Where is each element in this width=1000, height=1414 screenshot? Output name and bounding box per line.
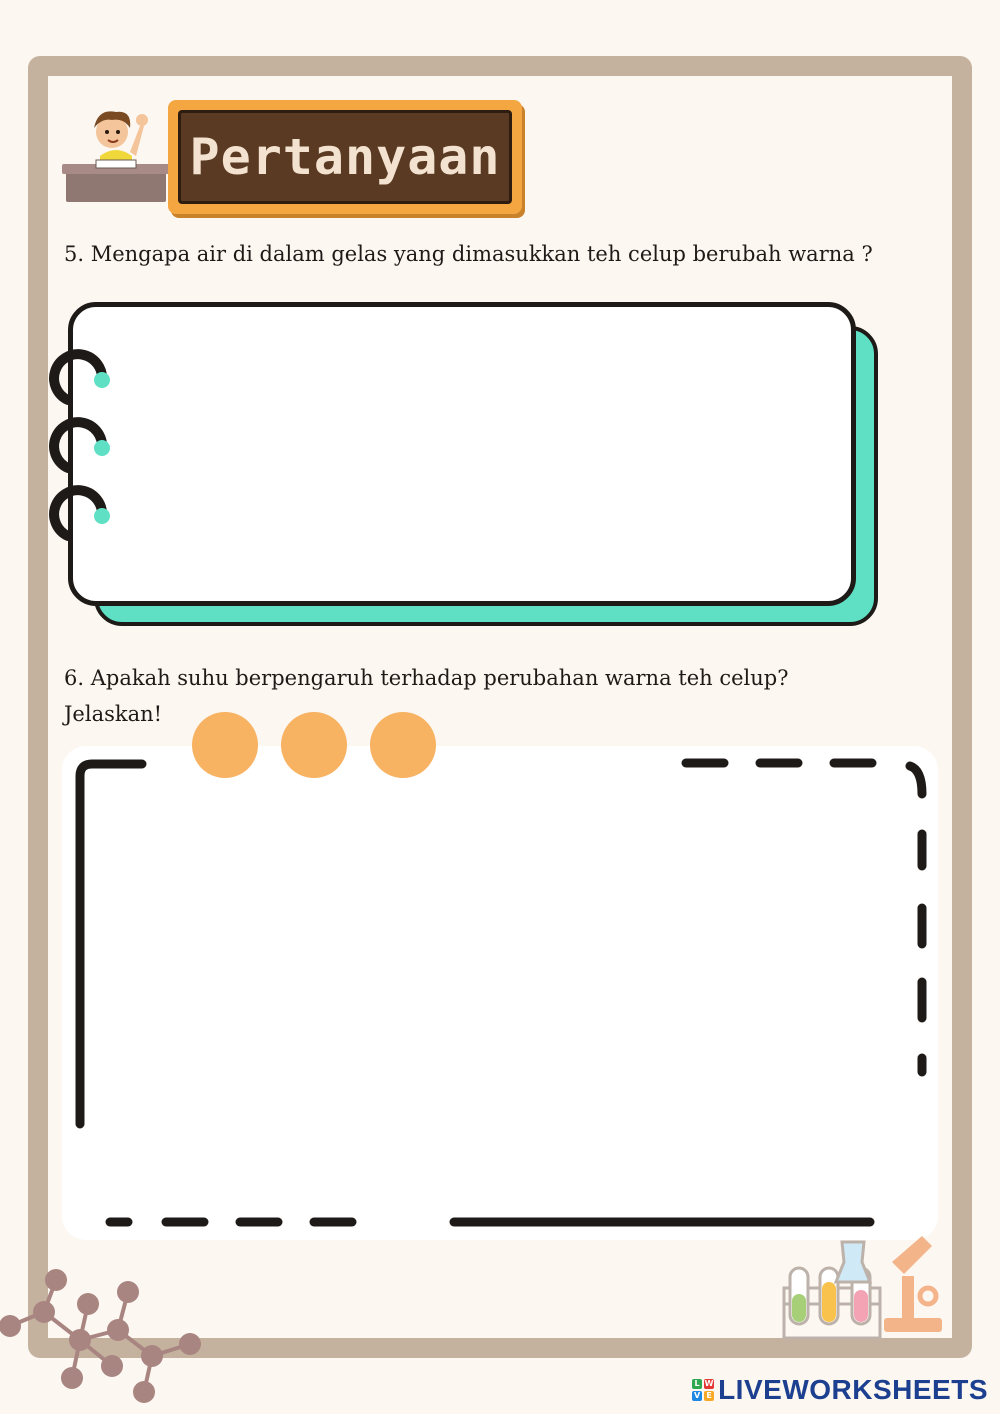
liveworksheets-logo-icon [692,1379,714,1401]
orange-dot [192,712,258,778]
title-board-inner [178,110,512,204]
orange-dot [370,712,436,778]
boy-at-desk-illustration [60,96,172,206]
answer-box-6[interactable] [62,746,938,1240]
answer-box-5[interactable] [68,302,856,606]
question-6-line-2: Jelaskan! [64,702,163,726]
dashed-border-decoration [62,746,938,1240]
molecule-decoration [0,1260,220,1414]
liveworksheets-branding [692,1372,988,1408]
page-title: Pertanyaan [189,128,501,186]
logo-letter: L [692,1379,702,1389]
orange-dot [281,712,347,778]
brand-name: LIVEWORKSHEETS [718,1374,988,1405]
orange-dots-decoration [192,712,442,782]
title-board [168,100,522,214]
logo-letter: W [704,1379,714,1388]
logo-letter: V [693,1391,701,1400]
logo-letter: E [704,1391,714,1401]
notebook-rings-icon [40,340,130,550]
question-5: 5. Mengapa air di dalam gelas yang dimasukkan teh celup berubah warna ? [64,242,873,266]
lab-equipment-illustration [780,1232,950,1342]
question-6-line-1: 6. Apakah suhu berpengaruh terhadap perubahan warna teh celup? [64,666,789,690]
